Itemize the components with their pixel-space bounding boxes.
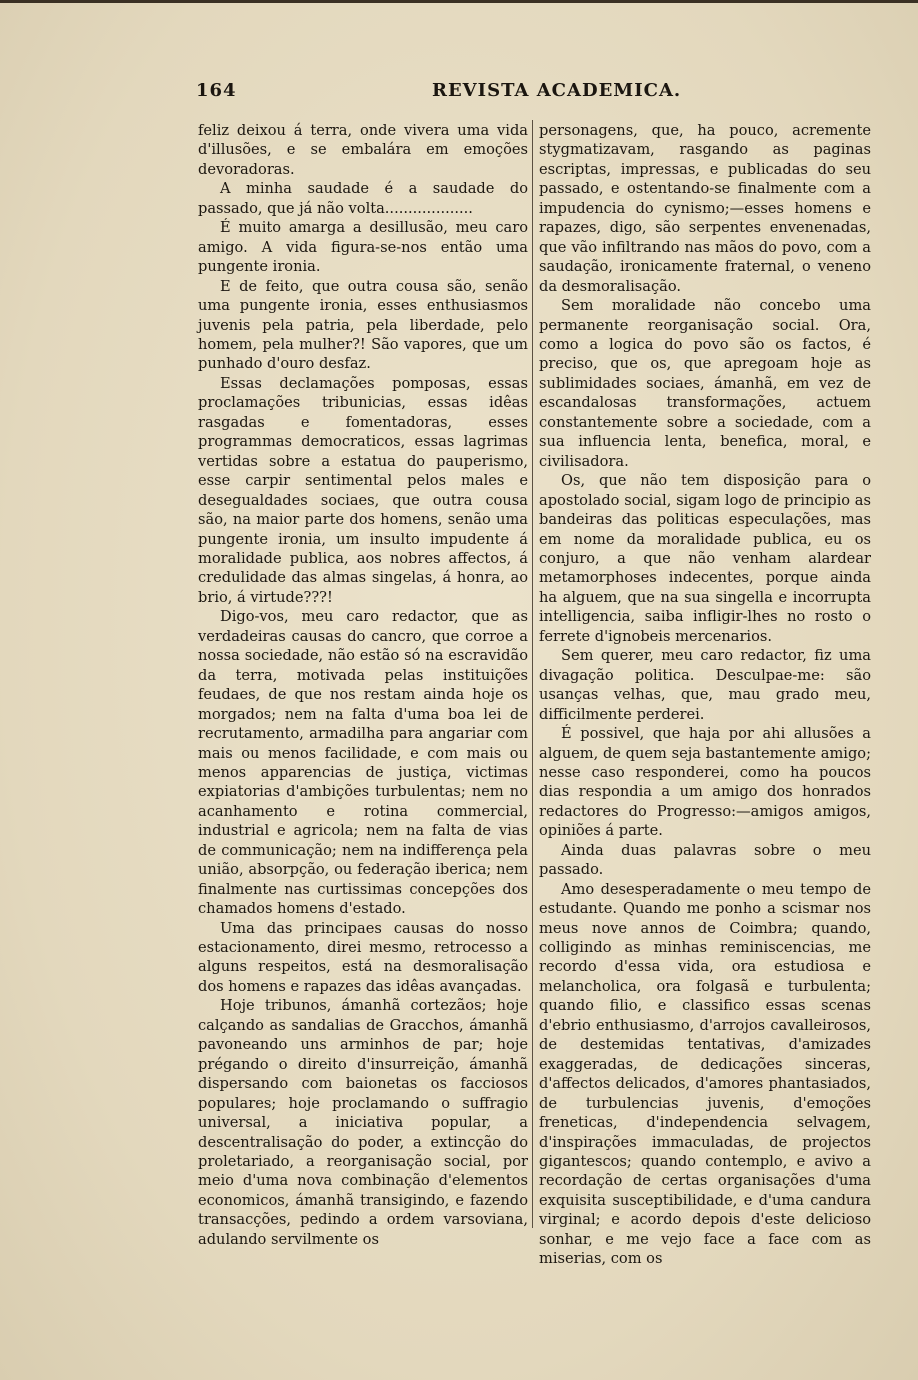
right-column-paragraph: Ainda duas palavras sobre o meu passado. [539,841,871,879]
left-column-paragraph: feliz deixou á terra, onde vivera uma vida d'illusões, e se embalára em emoções devoradoras. [198,122,528,178]
left-column-paragraph: Uma das principaes causas do nosso estacionamento, direi mesmo, retrocesso a alguns respeitos, está na desmoralisação dos homens e rapazes das idêas avançadas. [198,919,528,995]
right-column-paragraph: É possivel, que haja por ahi allusões a alguem, de quem seja bastantemente amigo; nesse caso responderei, como ha poucos dias respondia a um amigo dos honrados redactores do Progresso:—amigos amigos, opiniões á parte. [539,725,871,840]
right-text-column [539,121,871,1269]
left-column-paragraph: A minha saudade é a saudade do passado, que já não volta................... [198,180,528,217]
right-column-paragraph: Sem querer, meu caro redactor, fiz uma divagação politica. Desculpae-me: são usanças velhas, que, mau grado meu, difficilmente perderei. [539,647,871,723]
left-column-paragraph: É muito amarga a desillusão, meu caro amigo. A vida figura-se-nos então uma pungente ironia. [198,219,528,276]
page-number: 164 [196,80,237,101]
left-column-paragraph: Hoje tribunos, ámanhã cortezãos; hoje calçando as sandalias de Gracchos, ámanhã pavoneando uns arminhos de par; hoje prégando o direito d'insurreição, ámanhã dispersando com baionetas os facciosos populares; hoje proclamando o suffragio universal, a iniciativa popular, a descentralisação do poder, a extincção do proletariado, a reorganisação social, por meio d'uma nova combinação d'elementos economicos, ámanhã transigindo, e fazendo transacções, pedindo a ordem varsoviana, adulando servilmente os [198,997,528,1248]
top-edge-rule [0,0,918,3]
left-column-paragraph: Digo-vos, meu caro redactor, que as verdadeiras causas do cancro, que corroe a nossa sociedade, não estão só na escravidão da terra, motivada pelas instituições feudaes, de que nos restam ainda hoje os morgados; nem na falta d'uma boa lei de recrutamento, armadilha para angariar com mais ou menos facilidade, e com mais ou menos apparencias de justiça, victimas expiatorias d'ambições turbulentas; nem no acanhamento e rotina commercial, industrial e agricola; nem na falta de vias de communicação; nem na indifferença pela união, absorpção, ou federação iberica; nem finalmente nas curtissimas concepções dos chamados homens d'estado. [198,608,528,918]
right-column-paragraph: Sem moralidade não concebo uma permanente reorganisação social. Ora, como a logica do povo são os factos, é preciso, que os, que apregoam hoje as sublimidades sociaes, ámanhã, em vez de escandalosas transformações, actuem constantemente sobre a sociedade, com a sua influencia lenta, benefica, moral, e civilisadora. [539,297,871,470]
left-text-column [198,121,528,1249]
right-column-paragraph: personagens, que, ha pouco, acremente stygmatizavam, rasgando as paginas escriptas, impressas, e publicadas do seu passado, e ostentando-se finalmente com a impudencia do cynismo;—esses homens e rapazes, digo, são serpentes envenenadas, que vão infiltrando nas mãos do povo, com a saudação, ironicamente fraternal, o veneno da desmoralisação. [539,122,871,295]
left-column-paragraph: Essas declamações pomposas, essas proclamações tribunicias, essas idêas rasgadas e fomentadoras, esses programmas democraticos, essas lagrimas vertidas sobre a estatua do pauperismo, esse carpir sentimental pelos males e desegualdades sociaes, que outra cousa são, na maior parte dos homens, senão uma pungente ironia, um insulto impudente á moralidade publica, aos nobres affectos, á credulidade das almas singelas, á honra, ao brio, á virtude???! [198,374,528,606]
column-divider [532,120,533,1228]
right-column-paragraph: Os, que não tem disposição para o apostolado social, sigam logo de principio as bandeiras das politicas especulações, mas em nome da moralidade publica, eu os conjuro, a que não venham alardear metamorphoses indecentes, porque ainda ha alguem, que na sua singella e incorrupta intelligencia, saiba infligir-lhes no rosto o ferrete d'ignobeis mercenarios. [539,472,871,645]
running-head-title: REVISTA ACADEMICA. [432,80,682,101]
right-column-paragraph: Amo desesperadamente o meu tempo de estudante. Quando me ponho a scismar nos meus nove annos de Coimbra; quando, colligindo as minhas reminiscencias, me recordo d'essa vida, ora estudiosa e melancholica, ora folgasã e turbulenta; quando filio, e classifico essas scenas d'ebrio enthusiasmo, d'arrojos cavalleirosos, de destemidas tentativas, d'amizades exaggeradas, de dedicações sinceras, d'affectos delicados, d'amores phantasiados, de turbulencias juvenis, d'emoções freneticas, d'independencia selvagem, d'inspirações immaculadas, de projectos gigantescos; quando contemplo, e avivo a recordação de certas organisações d'uma exquisita susceptibilidade, e d'uma candura virginal; e acordo depois d'este delicioso sonhar, e me vejo face a face com as miserias, com os [539,880,871,1268]
left-column-paragraph: E de feito, que outra cousa são, senão uma pungente ironia, esses enthusiasmos juvenis pela patria, pela liberdade, pelo homem, pela mulher?! São vapores, que um punhado d'ouro desfaz. [198,277,528,373]
